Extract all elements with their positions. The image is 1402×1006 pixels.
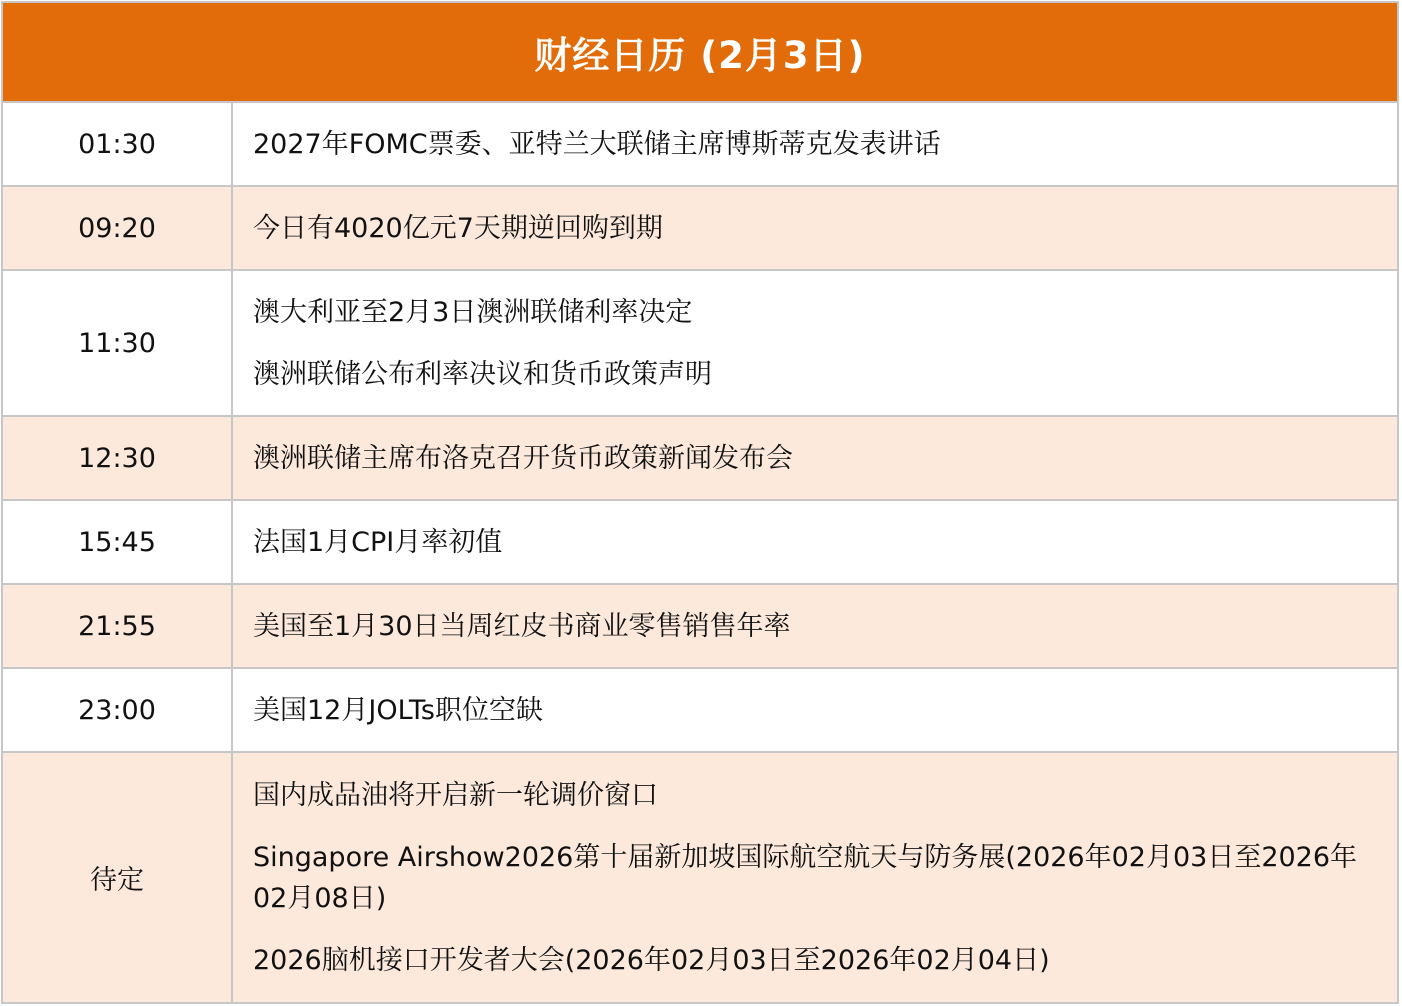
- event-text: Singapore Airshow2026第十届新加坡国际航空航天与防务展(2026年02月03日至2026年02月08日): [253, 841, 1358, 914]
- event-time: 23:00: [3, 669, 233, 751]
- calendar-title: 财经日历 (2月3日): [3, 3, 1397, 103]
- event-text: 2026脑机接口开发者大会(2026年02月03日至2026年02月04日): [253, 944, 1050, 976]
- event-cell: [233, 501, 1397, 583]
- event-cell: [233, 271, 1397, 415]
- table-row: [3, 103, 1397, 187]
- table-row: [3, 501, 1397, 585]
- table-row: [3, 753, 1397, 1002]
- event-cell: [233, 669, 1397, 751]
- event-text: 法国1月CPI月率初值: [253, 526, 503, 558]
- table-row: [3, 585, 1397, 669]
- event-text: 澳洲联储主席布洛克召开货币政策新闻发布会: [253, 442, 793, 474]
- event-time: 01:30: [3, 103, 233, 185]
- event-cell: [233, 103, 1397, 185]
- financial-calendar: [1, 1, 1399, 1004]
- event-time: 12:30: [3, 417, 233, 499]
- event-cell: [233, 187, 1397, 269]
- event-cell: [233, 753, 1397, 1002]
- event-text: 美国12月JOLTs职位空缺: [253, 694, 543, 726]
- event-text: 2027年FOMC票委、亚特兰大联储主席博斯蒂克发表讲话: [253, 128, 941, 160]
- event-text: 国内成品油将开启新一轮调价窗口: [253, 779, 658, 811]
- table-row: [3, 187, 1397, 271]
- event-time: 待定: [3, 753, 233, 1002]
- event-time: 09:20: [3, 187, 233, 269]
- event-text: 澳大利亚至2月3日澳洲联储利率决定: [253, 296, 693, 328]
- table-row: [3, 271, 1397, 417]
- event-time: 15:45: [3, 501, 233, 583]
- event-cell: [233, 417, 1397, 499]
- event-text: 今日有4020亿元7天期逆回购到期: [253, 212, 663, 244]
- table-row: [3, 417, 1397, 501]
- event-text: 澳洲联储公布利率决议和货币政策声明: [253, 358, 712, 390]
- event-cell: [233, 585, 1397, 667]
- event-time: 21:55: [3, 585, 233, 667]
- event-time: 11:30: [3, 271, 233, 415]
- event-text: 美国至1月30日当周红皮书商业零售销售年率: [253, 610, 791, 642]
- table-row: [3, 669, 1397, 753]
